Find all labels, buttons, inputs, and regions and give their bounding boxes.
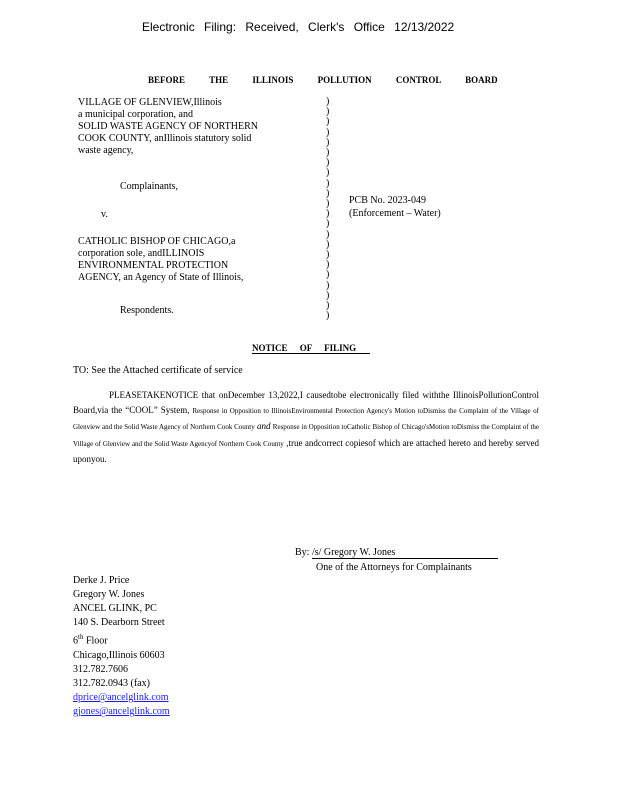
caption-line: VILLAGE OF GLENVIEW,Illinois (78, 97, 222, 108)
respondents-label: Respondents. (120, 305, 174, 316)
response-title-2: Response in Opposition toCatholic Bishop of Chicago'sMotion toDismiss the Complaint of the Village of Glenview and the Solid Waste Agencyof Northern Cook County (73, 423, 539, 448)
signature-line (295, 547, 498, 559)
signer-role: One of the Attorneys for Complainants (316, 562, 472, 573)
attorney-name: Derke J. Price (73, 575, 130, 586)
and-word: and (257, 421, 271, 432)
versus: v. (101, 209, 108, 220)
attorney-name: Gregory W. Jones (73, 589, 145, 601)
floor: 6th Floor (73, 633, 108, 647)
contact-block (73, 574, 170, 719)
signer-name: /s/ Gregory W. Jones (312, 547, 498, 559)
filing-stamp: Electronic Filing: Received, Clerk's Office 12/13/2022 (142, 20, 455, 34)
to-line: TO: See the Attached certificate of service (73, 365, 243, 376)
caption-line: AGENCY, an Agency of State of Illinois, (78, 272, 244, 283)
fax: 312.782.0943 (fax) (73, 677, 150, 689)
body-text-end: ,true andcorrect copiesof which are attached hereto and hereby served uponyou. (73, 437, 539, 464)
case-info (349, 194, 441, 220)
by-label: By: (295, 547, 310, 558)
caption-line: COOK COUNTY, anIllinois statutory solid (78, 133, 252, 144)
complainants-block (78, 97, 258, 157)
case-type: (Enforcement – Water) (349, 208, 441, 219)
caption-divider: ) ) ) ) ) ) ) ) ) ) ) ) ) ) ) ) ) ) ) ) ) ) (326, 96, 330, 322)
complainants-label: Complainants, (120, 181, 179, 192)
email-link[interactable]: gjones@ancelglink.com (73, 706, 170, 718)
caption-line: a municipal corporation, and (78, 109, 193, 120)
phone: 312.782.7606 (73, 663, 128, 675)
caption-line: SOLID WASTE AGENCY OF NORTHERN (78, 121, 258, 132)
street-address: 140 S. Dearborn Street (73, 617, 165, 629)
body-text: PLEASETAKENOTICE that onDecember 13,2022,I causedtobe electronically filed withthe IllinoisPollutionControl Board,via the “COOL” System, (73, 390, 539, 416)
caption-line: CATHOLIC BISHOP OF CHICAGO,a (78, 236, 236, 247)
city-state-zip: Chicago,Illinois 60603 (73, 649, 165, 661)
board-heading: BEFORE THE ILLINOIS POLLUTION CONTROL BOARD (148, 75, 498, 85)
response-title-1: Response in Opposition to IllinoisEnvironmental Protection Agency's Motion toDismiss the Complaint of the Village of Glenview and the Solid Waste Agency of Northern Cook County (73, 407, 539, 432)
notice-body (73, 388, 539, 467)
caption-line: ENVIRONMENTAL PROTECTION (78, 260, 229, 271)
caption-line: waste agency, (78, 145, 134, 156)
firm-name: ANCEL GLINK, PC (73, 603, 157, 615)
notice-title: NOTICE OF FILING (252, 343, 370, 354)
caption-line: corporation sole, andILLINOIS (78, 248, 205, 259)
case-number: PCB No. 2023-049 (349, 195, 426, 206)
email-link[interactable]: dprice@ancelglink.com (73, 692, 169, 704)
respondents-block (78, 236, 243, 284)
